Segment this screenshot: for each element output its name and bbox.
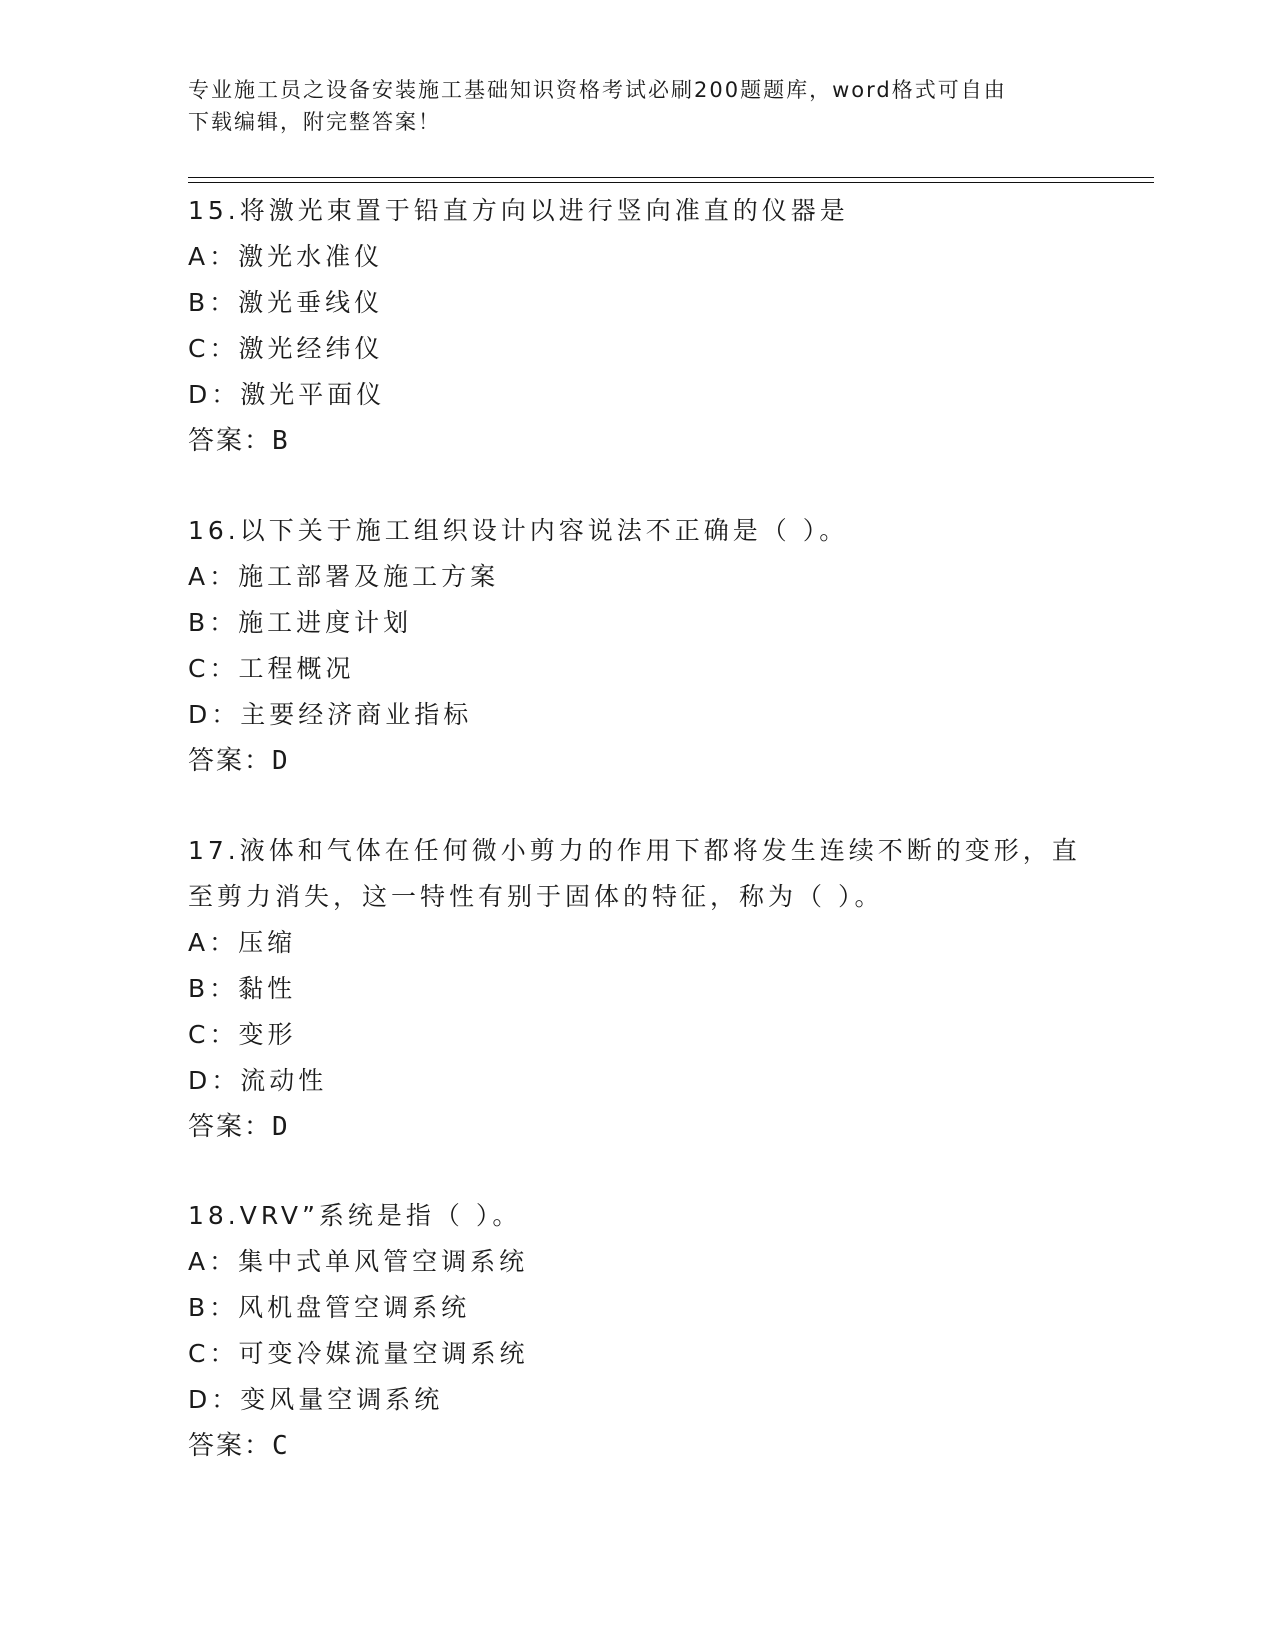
option-c: C：变形 bbox=[188, 1020, 297, 1049]
option-a: A：压缩 bbox=[188, 928, 297, 957]
question-stem: 18.VRV”系统是指（ ）。 bbox=[188, 1201, 522, 1230]
option-a: A：集中式单风管空调系统 bbox=[188, 1247, 529, 1276]
header-divider-top bbox=[188, 177, 1154, 178]
header-line-2: 下载编辑，附完整答案！ bbox=[188, 110, 441, 134]
answer-value: D bbox=[272, 1112, 290, 1142]
document-header bbox=[188, 74, 1068, 138]
header-divider-bottom bbox=[188, 182, 1154, 183]
header-line-1: 专业施工员之设备安装施工基础知识资格考试必刷200题题库，word格式可自由 bbox=[188, 78, 1007, 102]
answer-line bbox=[188, 418, 1088, 464]
question-stem-line-2: 至剪力消失，这一特性有别于固体的特征，称为（ ）。 bbox=[188, 882, 884, 911]
answer-value: B bbox=[272, 426, 290, 456]
option-a: A：施工部署及施工方案 bbox=[188, 562, 500, 591]
answer-label: 答案： bbox=[188, 1431, 273, 1461]
option-b: B：施工进度计划 bbox=[188, 608, 413, 637]
answer-line bbox=[188, 738, 1088, 784]
option-b: B：黏性 bbox=[188, 974, 297, 1003]
answer-label: 答案： bbox=[188, 426, 273, 456]
option-c: C：可变冷媒流量空调系统 bbox=[188, 1339, 529, 1368]
option-d: D：流动性 bbox=[188, 1066, 328, 1095]
option-c: C：工程概况 bbox=[188, 654, 355, 683]
question-stem: 16.以下关于施工组织设计内容说法不正确是（ ）。 bbox=[188, 516, 849, 545]
answer-line bbox=[188, 1423, 1088, 1469]
question-16 bbox=[188, 508, 1088, 784]
option-b: B：风机盘管空调系统 bbox=[188, 1293, 471, 1322]
question-15 bbox=[188, 188, 1088, 464]
option-d: D：变风量空调系统 bbox=[188, 1385, 444, 1414]
question-18 bbox=[188, 1193, 1088, 1469]
question-stem: 15.将激光束置于铅直方向以进行竖向准直的仪器是 bbox=[188, 196, 849, 225]
question-stem-line-1: 17.液体和气体在任何微小剪力的作用下都将发生连续不断的变形，直 bbox=[188, 836, 1081, 865]
option-d: D：主要经济商业指标 bbox=[188, 700, 473, 729]
answer-line bbox=[188, 1104, 1088, 1150]
answer-label: 答案： bbox=[188, 746, 273, 776]
answer-label: 答案： bbox=[188, 1112, 273, 1142]
option-a: A：激光水准仪 bbox=[188, 242, 384, 271]
answer-value: D bbox=[272, 746, 290, 776]
question-17 bbox=[188, 828, 1088, 1150]
option-c: C：激光经纬仪 bbox=[188, 334, 384, 363]
answer-value: C bbox=[272, 1431, 290, 1461]
option-b: B：激光垂线仪 bbox=[188, 288, 384, 317]
option-d: D：激光平面仪 bbox=[188, 380, 386, 409]
